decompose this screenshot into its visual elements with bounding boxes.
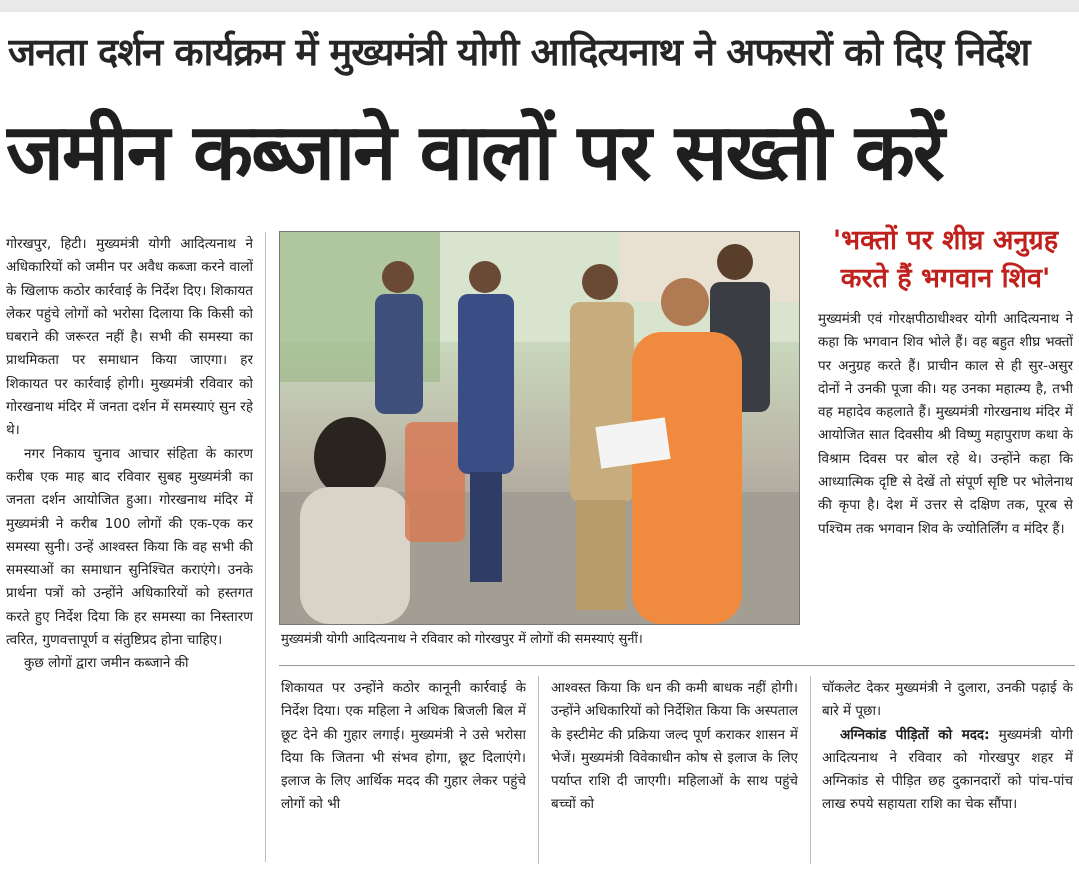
paragraph-3: कुछ लोगों द्वारा जमीन कब्जाने की — [24, 655, 189, 672]
article-column-1 — [6, 233, 253, 863]
sidebar-title-line-2: करते हैं भगवान शिव' — [840, 263, 1051, 294]
column-divider — [538, 676, 539, 864]
column-4-text: चॉकलेट देकर मुख्यमंत्री ने दुलारा, उनकी पढ़ाई के बारे में पूछा। — [822, 680, 1073, 720]
sidebar-paragraph: मुख्यमंत्री एवं गोरक्षपीठाधीश्वर योगी आदित्यनाथ ने कहा कि भगवान शिव भोले हैं। वह बहुत शीघ्र भक्तों पर अनुग्रह करते हैं। प्राचीन काल से ही सुर-असुर दोनों ने उनकी पूजा की। यह उनका महात्म्य है, तभी वह महादेव कहलाते हैं। मुख्यमंत्री गोरखनाथ मंदिर में आयोजित सात दिवसीय श्री विष्णु महापुराण कथा के विश्राम दिवस पर बोल रहे थे। उन्होंने कहा कि आध्यात्मिक दृष्टि से देखें तो संपूर्ण सृष्टि पर भोलेनाथ की कृपा है। देश में उत्तर से दक्षिण तक, पूरब से पश्चिम तक भगवान शिव के ज्योतिर्लिंग व मंदिर हैं। — [818, 311, 1073, 537]
column-2-text: शिकायत पर उन्होंने कठोर कानूनी कार्रवाई के निर्देश दिया। एक महिला ने अधिक बिजली बिल में छूट देने की गुहार लगाई। मुख्यमंत्री ने उसे भरोसा दिया कि जितना भी संभव होगा, छूट दिलाएंगे। इलाज के लिए आर्थिक मदद की गुहार लेकर पहुंचे लोगों को भी — [281, 680, 526, 813]
section-rule — [279, 665, 1075, 666]
sidebar-title-line-1: 'भक्तों पर शीघ्र अनुग्रह — [832, 225, 1059, 256]
article-column-2 — [281, 677, 526, 863]
column-3-text: आश्वस्त किया कि धन की कमी बाधक नहीं होगी। उन्होंने अधिकारियों को निर्देशित किया कि अस्पताल के इस्टीमेट की प्रक्रिया जल्द पूर्ण कराकर शासन में भेजें। मुख्यमंत्री विवेकाधीन कोष से इलाज के लिए पर्याप्त राशि दी जाएगी। महिलाओं के साथ पहुंचे बच्चों को — [551, 680, 798, 813]
paragraph-1: गोरखपुर, हिटी। मुख्यमंत्री योगी आदित्यनाथ ने अधिकारियों को जमीन पर अवैध कब्जा करने वालों के खिलाफ कठोर कार्रवाई के निर्देश दिए। शिकायत लेकर पहुंचे लोगों को भरोसा दिलाया कि किसी को घबराने की जरूरत नहीं है। सभी की समस्या का प्राथमिकता पर समाधान किया जाएगा। हर शिकायत पर कार्रवाई होगी। मुख्यमंत्री रविवार को गोरखनाथ मंदिर में जनता दर्शन में समस्याएं सुन रहे थे। — [6, 236, 253, 439]
subheading: अग्निकांड पीड़ितों को मदद: — [840, 726, 990, 743]
sidebar-title — [818, 222, 1073, 302]
main-headline: जमीन कब्जाने वालों पर सख्ती करें — [6, 108, 943, 198]
photo-illustration — [280, 232, 799, 624]
sidebar-body — [818, 308, 1073, 660]
photo-caption: मुख्यमंत्री योगी आदित्यनाथ ने रविवार को गोरखपुर में लोगों की समस्याएं सुनीं। — [281, 632, 643, 647]
column-divider — [810, 676, 811, 864]
kicker-headline: जनता दर्शन कार्यक्रम में मुख्यमंत्री योगी आदित्यनाथ ने अफसरों को दिए निर्देश — [8, 30, 1030, 74]
news-photo — [279, 231, 800, 625]
column-divider — [265, 232, 266, 862]
article-column-4 — [822, 677, 1073, 863]
subheading-text: मुख्यमंत्री योगी आदित्यनाथ ने रविवार को गोरखपुर शहर में अग्निकांड से पीड़ित छह दुकानदारों को पांच-पांच लाख रुपये सहायता राशि का चेक सौंपा। — [822, 726, 1073, 813]
article-column-3 — [551, 677, 798, 863]
top-bar — [0, 0, 1079, 12]
paragraph-2: नगर निकाय चुनाव आचार संहिता के कारण करीब एक माह बाद रविवार सुबह मुख्यमंत्री का जनता दर्शन आयोजित हुआ। गोरखनाथ मंदिर में मुख्यमंत्री ने करीब 100 लोगों की एक-एक कर समस्या सुनी। उन्हें आश्वस्त किया कि वह सभी की समस्याओं का समाधान सुनिश्चित कराएंगे। उनके प्रार्थना पत्रों को उन्होंने अधिकारियों को हस्तगत करते हुए निर्देश दिया कि हर समस्या का निस्तारण त्वरित, गुणवत्तापूर्ण व संतुष्टिप्रद होना चाहिए। — [6, 445, 253, 649]
